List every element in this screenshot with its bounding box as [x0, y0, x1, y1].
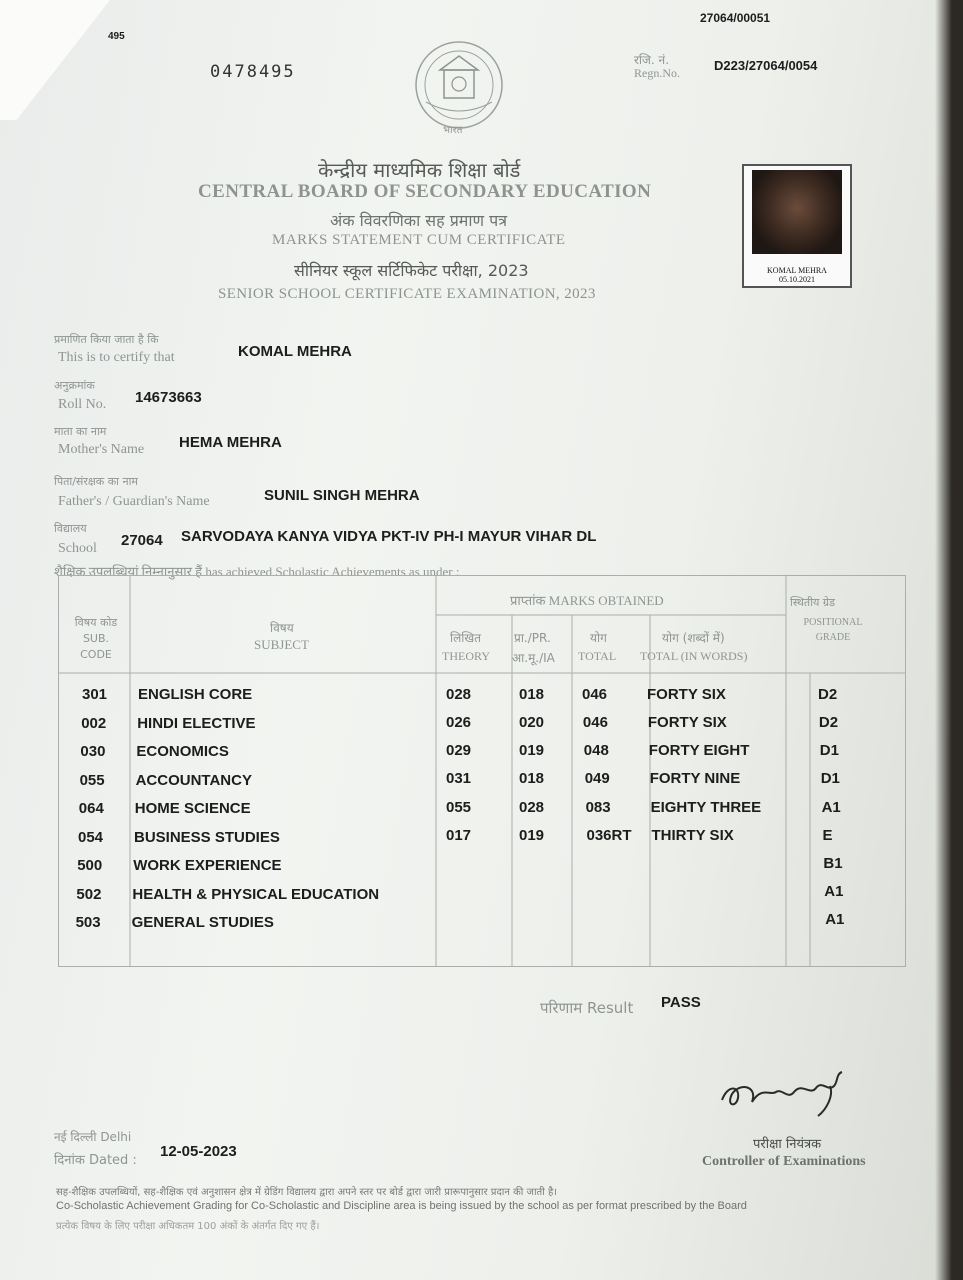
cell-sub-name: ECONOMICS — [136, 743, 229, 760]
cell-sub-code: 002 — [81, 714, 107, 732]
cell-sub-code: 500 — [77, 857, 103, 874]
cell-theory: 055 — [446, 798, 472, 816]
cell-sub-name: BUSINESS STUDIES — [134, 828, 280, 846]
cell-sub-name: GENERAL STUDIES — [131, 914, 274, 931]
cell-theory: 029 — [446, 742, 472, 760]
school-label-en: School — [58, 541, 97, 556]
cell-sub-code: 502 — [76, 885, 102, 903]
cell-words: FORTY SIX — [647, 714, 727, 732]
cell-theory: 028 — [446, 686, 472, 703]
controller-title-hi: परीक्षा नियंत्रक — [753, 1137, 822, 1152]
cell-theory: 031 — [446, 770, 472, 788]
cell-sub-name: HEALTH & PHYSICAL EDUCATION — [132, 885, 380, 903]
cell-sub-name: ACCOUNTANCY — [135, 771, 252, 789]
cell-words: EIGHTY THREE — [650, 798, 762, 816]
cell-total: 046 — [582, 686, 608, 703]
cell-total: 048 — [583, 742, 609, 760]
header-marks-obtained: प्राप्तांक MARKS OBTAINED — [510, 593, 664, 608]
header-pr-en: आ.मू./IA — [512, 651, 555, 665]
student-photo — [742, 164, 852, 288]
school-label-hi: विद्यालय — [54, 522, 87, 535]
header-words-hi: योग (शब्दों में) — [662, 631, 725, 645]
cell-grade: E — [822, 826, 833, 844]
cell-words: FORTY NINE — [649, 770, 741, 788]
cell-sub-name: WORK EXPERIENCE — [133, 857, 282, 874]
cell-sub-name: ENGLISH CORE — [138, 686, 253, 703]
header-total-hi: योग — [590, 631, 607, 645]
controller-signature — [718, 1066, 868, 1118]
header-pr-hi: प्रा./PR. — [514, 631, 551, 645]
cell-theory: 017 — [446, 826, 472, 844]
cell-words: FORTY SIX — [647, 686, 726, 703]
cell-pr: 020 — [519, 714, 545, 732]
cell-pr: 019 — [519, 742, 545, 760]
mother-label-hi: माता का नाम — [54, 425, 107, 438]
corner-number: 495 — [108, 31, 125, 42]
header-theory-hi: लिखित — [450, 631, 482, 645]
exam-title-en: SENIOR SCHOOL CERTIFICATE EXAMINATION, 2023 — [218, 286, 596, 302]
cell-total: 046 — [582, 714, 608, 732]
controller-title-en: Controller of Examinations — [702, 1154, 866, 1169]
dated-label: दिनांक Dated : — [54, 1153, 137, 1168]
note-line-3: प्रत्येक विषय के लिए परीक्षा अधिकतम 100 अंकों के अंतर्गत दिए गए हैं। — [56, 1221, 320, 1232]
doc-title-en: MARKS STATEMENT CUM CERTIFICATE — [272, 232, 566, 248]
cell-grade: A1 — [821, 798, 841, 816]
roll-label-en: Roll No. — [58, 397, 107, 412]
header-theory-en: THEORY — [442, 649, 490, 663]
roll-number: 14673663 — [135, 389, 202, 406]
photo-name: KOMAL MEHRA — [767, 266, 827, 275]
emblem-caption: भारत — [443, 125, 463, 136]
cell-grade: A1 — [825, 911, 845, 929]
note-line-1: सह-शैक्षिक उपलब्धियों, सह-शैक्षिक एवं अनुशासन क्षेत्र में ग्रेडिंग विद्यालय द्वारा अपने स्तर पर बोर्ड द्वारा जारी प्रारूपानुसार प्रदान की जाती है। — [56, 1187, 558, 1198]
cell-grade: D2 — [818, 714, 839, 732]
cell-sub-code: 503 — [75, 914, 101, 931]
note-line-2: Co-Scholastic Achievement Grading for Co-Scholastic and Discipline area is being issued by the school as per format prescribed by the Board — [56, 1200, 747, 1212]
place-label: नई दिल्ली Delhi — [54, 1130, 132, 1144]
cell-total: 083 — [585, 798, 611, 816]
regn-number: D223/27064/0054 — [714, 58, 818, 73]
cell-grade: D1 — [820, 770, 840, 788]
school-name: SARVODAYA KANYA VIDYA PKT-IV PH-I MAYUR VIHAR DL — [181, 528, 597, 545]
cell-grade: A1 — [824, 883, 844, 901]
school-code: 27064 — [121, 532, 163, 549]
exam-title-hi: सीनियर स्कूल सर्टिफिकेट परीक्षा, 2023 — [294, 261, 529, 280]
certify-label-en: This is to certify that — [58, 350, 175, 365]
result-label: परिणाम Result — [540, 999, 634, 1017]
issue-date: 12-05-2023 — [160, 1143, 237, 1160]
background-edge — [935, 0, 963, 1280]
student-name: KOMAL MEHRA — [238, 343, 352, 360]
doc-title-hi: अंक विवरणिका सह प्रमाण पत्र — [330, 211, 508, 230]
board-name-en: CENTRAL BOARD OF SECONDARY EDUCATION — [198, 181, 652, 202]
achievements-label: शैक्षिक उपलब्धियां निम्नानुसार हैं has achieved Scholastic Achievements as under : — [54, 564, 460, 579]
certificate-number: 0478495 — [210, 62, 296, 82]
cell-pr: 018 — [519, 686, 545, 703]
cbse-emblem — [400, 40, 518, 140]
header-sub-code: विषय कोड SUB. CODE — [74, 616, 118, 661]
cell-sub-code: 301 — [82, 686, 108, 703]
header-grade-en: POSITIONAL GRADE — [803, 617, 863, 643]
header-subject-en: SUBJECT — [254, 637, 309, 652]
cell-words: FORTY EIGHT — [648, 742, 750, 760]
cell-grade: D2 — [818, 686, 838, 703]
cell-sub-name: HINDI ELECTIVE — [137, 714, 256, 732]
cell-total: 049 — [584, 770, 610, 788]
board-name-hi: केन्द्रीय माध्यमिक शिक्षा बोर्ड — [318, 158, 521, 182]
cell-sub-code: 055 — [79, 771, 105, 789]
photo-portrait — [752, 170, 842, 254]
cell-sub-name: HOME SCIENCE — [134, 800, 251, 817]
cell-grade: B1 — [823, 854, 843, 872]
photo-caption — [744, 266, 850, 284]
certify-label-hi: प्रमाणित किया जाता है कि — [54, 333, 159, 346]
cell-words: THIRTY SIX — [651, 826, 734, 844]
father-name: SUNIL SINGH MEHRA — [264, 487, 420, 504]
cell-pr: 019 — [519, 826, 545, 844]
header-words-en: TOTAL (IN WORDS) — [640, 649, 748, 663]
father-label-hi: पिता/संरक्षक का नाम — [54, 475, 139, 488]
photo-date: 05.10.2021 — [779, 275, 815, 284]
serial-top-right: 27064/00051 — [700, 11, 771, 25]
cell-pr: 028 — [519, 798, 545, 816]
result-value: PASS — [661, 994, 701, 1011]
header-total-en: TOTAL — [578, 649, 617, 663]
mother-label-en: Mother's Name — [58, 442, 145, 457]
cell-sub-code: 054 — [78, 828, 104, 846]
folded-corner — [0, 0, 110, 120]
cell-sub-code: 064 — [78, 800, 104, 817]
header-subject-hi: विषय — [270, 621, 294, 635]
cell-grade: D1 — [819, 742, 839, 760]
regn-label-en: Regn.No. — [634, 66, 680, 80]
father-label-en: Father's / Guardian's Name — [58, 494, 210, 509]
cell-pr: 018 — [519, 770, 545, 788]
cell-sub-code: 030 — [80, 743, 106, 760]
mother-name: HEMA MEHRA — [179, 434, 282, 451]
roll-label-hi: अनुक्रमांक — [54, 379, 95, 392]
cell-theory: 026 — [446, 714, 472, 732]
cell-total: 036RT — [586, 826, 632, 844]
regn-label-hi: रजि. नं. — [634, 53, 670, 67]
header-grade-hi: स्थितीय ग्रेड — [790, 596, 836, 609]
